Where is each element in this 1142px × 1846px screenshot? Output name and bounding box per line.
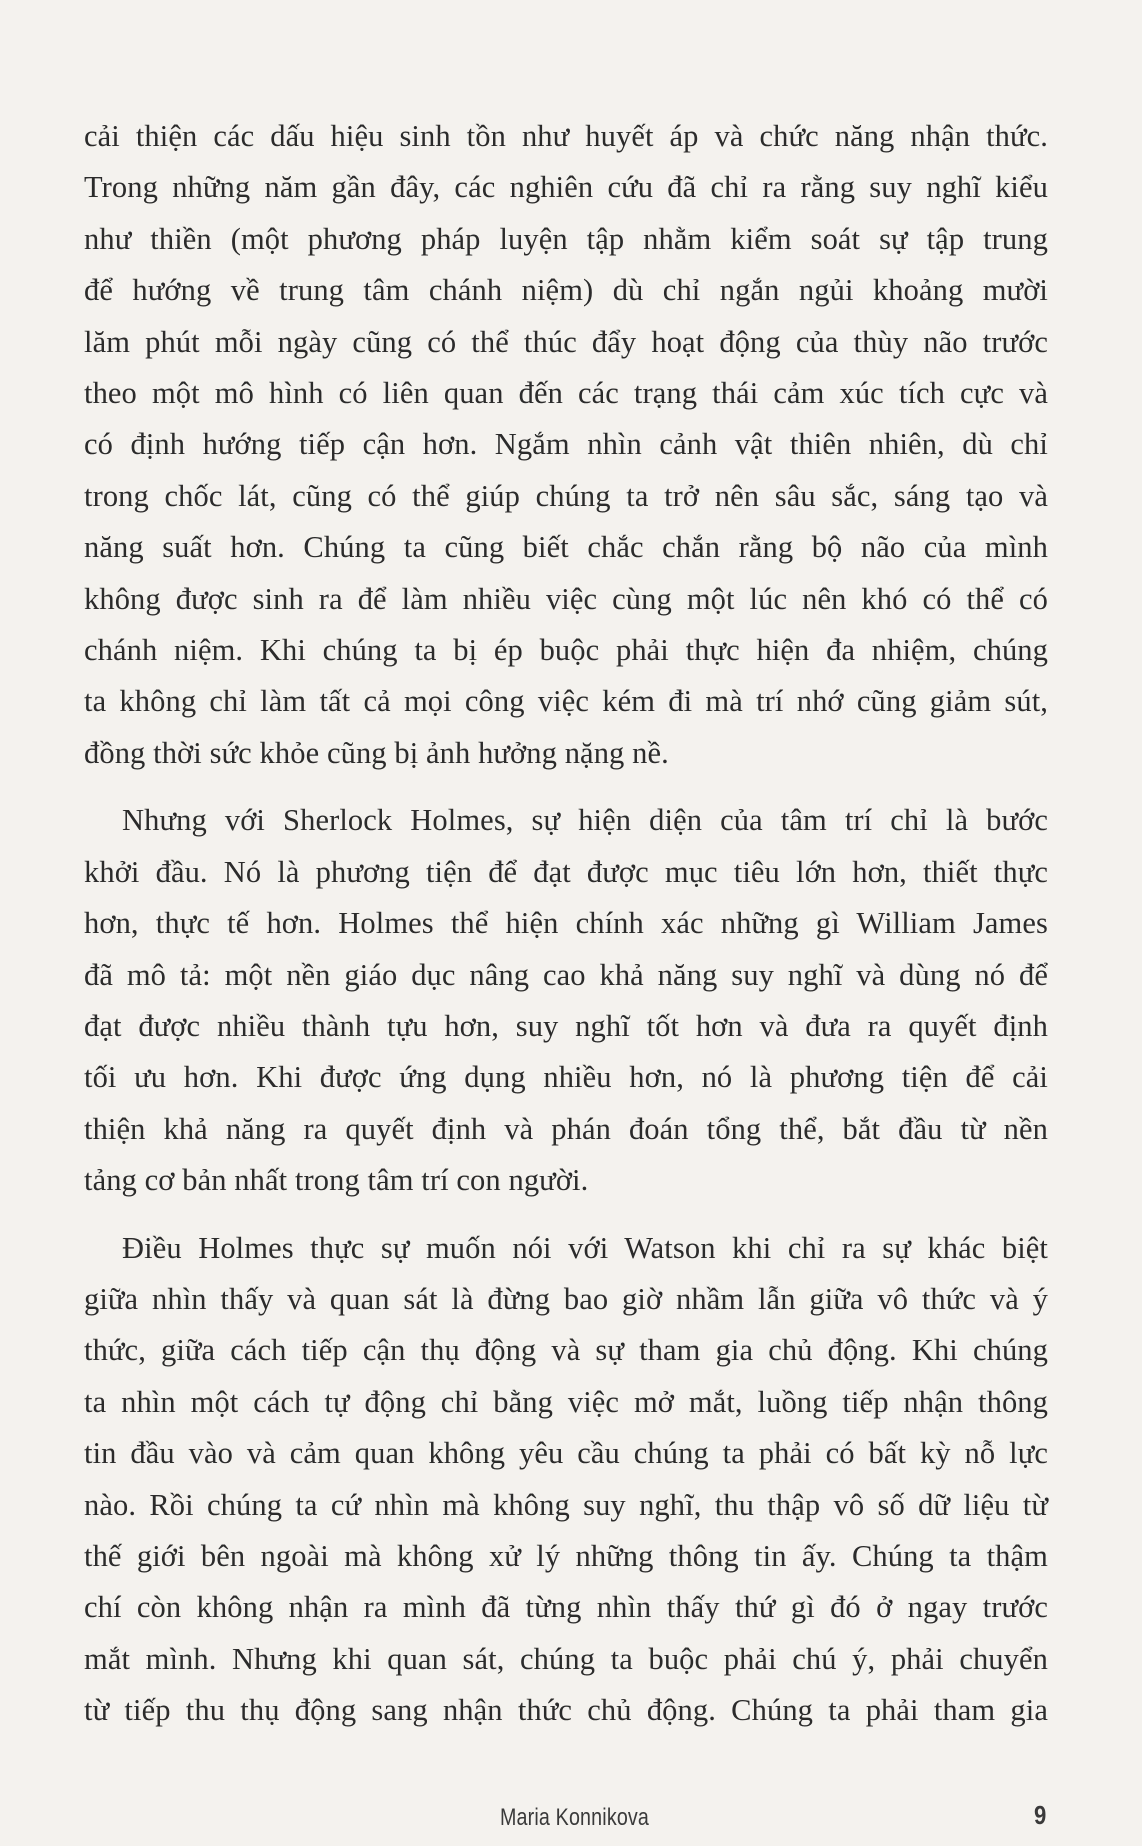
text-line: ta nhìn một cách tự động chỉ bằng việc mở mắt, luồng tiếp nhận thông — [84, 1384, 1048, 1419]
text-line: từ tiếp thu thụ động sang nhận thức chủ động. Chúng ta phải tham gia — [84, 1693, 1048, 1728]
text-line: ta không chỉ làm tất cả mọi công việc kém đi mà trí nhớ cũng giảm sút, — [84, 684, 1048, 719]
text-line: thiện khả năng ra quyết định và phán đoán tổng thể, bắt đầu từ nền — [84, 1111, 1048, 1146]
text-line: theo một mô hình có liên quan đến các trạng thái cảm xúc tích cực và — [84, 376, 1048, 411]
text-line: chánh niệm. Khi chúng ta bị ép buộc phải thực hiện đa nhiệm, chúng — [84, 633, 1048, 668]
text-line: khởi đầu. Nó là phương tiện để đạt được mục tiêu lớn hơn, thiết thực — [84, 854, 1048, 889]
text-line: để hướng về trung tâm chánh niệm) dù chỉ ngắn ngủi khoảng mười — [84, 273, 1048, 308]
text-line: lăm phút mỗi ngày cũng có thể thúc đẩy hoạt động của thùy não trước — [84, 324, 1048, 359]
text-line: tin đầu vào và cảm quan không yêu cầu chúng ta phải có bất kỳ nỗ lực — [84, 1436, 1048, 1471]
text-line: trong chốc lát, cũng có thể giúp chúng ta trở nên sâu sắc, sáng tạo và — [84, 478, 1048, 513]
text-line: chí còn không nhận ra mình đã từng nhìn thấy thứ gì đó ở ngay trước — [84, 1590, 1048, 1625]
text-line: thế giới bên ngoài mà không xử lý những thông tin ấy. Chúng ta thậm — [84, 1538, 1048, 1573]
text-line: thức, giữa cách tiếp cận thụ động và sự tham gia chủ động. Khi chúng — [84, 1333, 1048, 1368]
text-line: tảng cơ bản nhất trong tâm trí con người. — [84, 1163, 589, 1198]
text-line: hơn, thực tế hơn. Holmes thể hiện chính xác những gì William James — [84, 906, 1048, 941]
text-line: mắt mình. Nhưng khi quan sát, chúng ta buộc phải chú ý, phải chuyển — [84, 1641, 1048, 1676]
text-line: giữa nhìn thấy và quan sát là đừng bao giờ nhầm lẫn giữa vô thức và ý — [84, 1281, 1048, 1316]
text-line: tối ưu hơn. Khi được ứng dụng nhiều hơn, nó là phương tiện để cải — [84, 1060, 1048, 1095]
page-number: 9 — [1034, 1800, 1047, 1830]
text-line: nào. Rồi chúng ta cứ nhìn mà không suy nghĩ, thu thập vô số dữ liệu từ — [84, 1487, 1048, 1522]
text-line: năng suất hơn. Chúng ta cũng biết chắc chắn rằng bộ não của mình — [84, 530, 1048, 565]
footer-author: Maria Konnikova — [500, 1804, 650, 1831]
body-text — [84, 111, 1048, 1737]
paragraph-2 — [84, 795, 1048, 1206]
paragraph-3 — [84, 1223, 1048, 1737]
text-line: Trong những năm gần đây, các nghiên cứu đã chỉ ra rằng suy nghĩ kiểu — [84, 170, 1048, 205]
text-line: có định hướng tiếp cận hơn. Ngắm nhìn cảnh vật thiên nhiên, dù chỉ — [84, 427, 1048, 462]
text-line: Nhưng với Sherlock Holmes, sự hiện diện của tâm trí chỉ là bước — [122, 803, 1048, 838]
text-line: Điều Holmes thực sự muốn nói với Watson khi chỉ ra sự khác biệt — [122, 1230, 1048, 1265]
text-line: đồng thời sức khỏe cũng bị ảnh hưởng nặng nề. — [84, 735, 669, 770]
text-line: như thiền (một phương pháp luyện tập nhằm kiểm soát sự tập trung — [84, 221, 1048, 256]
paragraph-1 — [84, 111, 1048, 779]
text-line: không được sinh ra để làm nhiều việc cùng một lúc nên khó có thể có — [84, 581, 1048, 616]
text-line: cải thiện các dấu hiệu sinh tồn như huyết áp và chức năng nhận thức. — [84, 119, 1048, 153]
text-line: đã mô tả: một nền giáo dục nâng cao khả năng suy nghĩ và dùng nó để — [84, 957, 1048, 992]
text-line: đạt được nhiều thành tựu hơn, suy nghĩ tốt hơn và đưa ra quyết định — [84, 1008, 1048, 1043]
